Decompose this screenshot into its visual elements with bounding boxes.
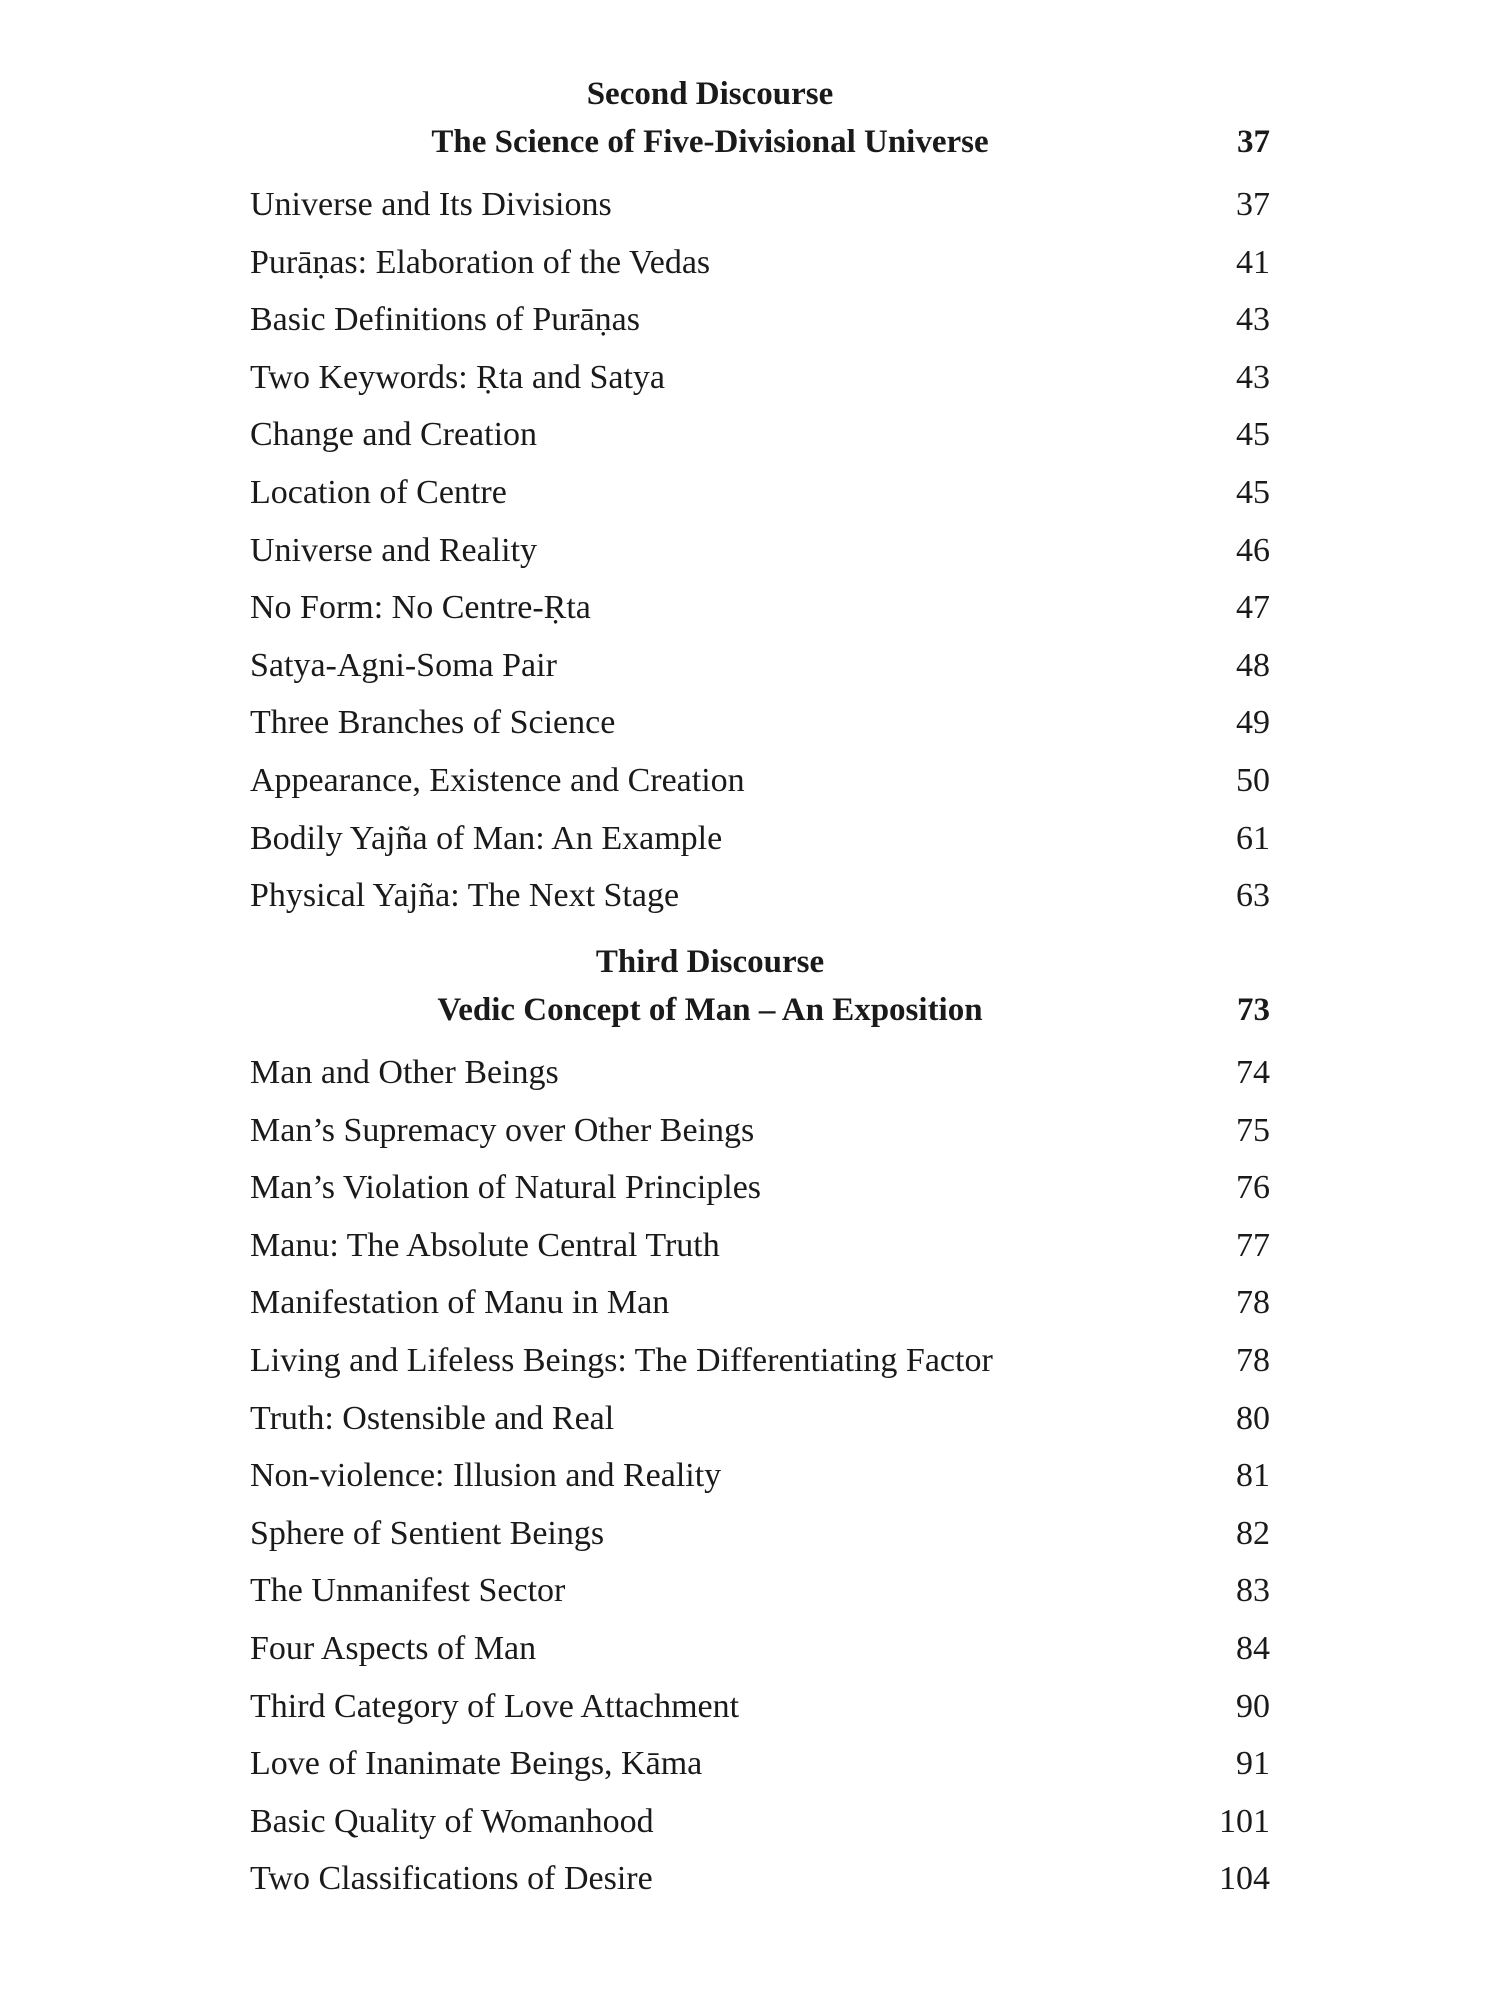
toc-entry-title: Manu: The Absolute Central Truth <box>250 1226 720 1264</box>
toc-entry[interactable] <box>250 1390 1270 1448</box>
toc-entry-page: 45 <box>1236 416 1270 454</box>
toc-entry-title: Bodily Yajña of Man: An Example <box>250 819 723 857</box>
toc-entry[interactable] <box>250 522 1270 580</box>
toc-entry-title: The Unmanifest Sector <box>250 1572 566 1610</box>
toc-entry[interactable] <box>250 867 1270 925</box>
toc-entry[interactable] <box>250 464 1270 522</box>
toc-entry-page: 43 <box>1236 301 1270 339</box>
toc-entry-title: Truth: Ostensible and Real <box>250 1399 615 1437</box>
toc-entry-page: 78 <box>1236 1341 1270 1379</box>
toc-entry-title: Man’s Supremacy over Other Beings <box>250 1111 755 1149</box>
toc-entry-title: Non-violence: Illusion and Reality <box>250 1457 722 1495</box>
toc-entry[interactable] <box>250 234 1270 292</box>
toc-entry-title: Sphere of Sentient Beings <box>250 1514 605 1552</box>
chapter-page-number: 37 <box>1237 124 1270 160</box>
toc-entry[interactable] <box>250 1505 1270 1563</box>
toc-entry-title: Purāṇas: Elaboration of the Vedas <box>250 243 711 281</box>
toc-entry-title: Manifestation of Manu in Man <box>250 1284 670 1322</box>
toc-entry-title: Satya-Agni-Soma Pair <box>250 646 557 684</box>
toc-entry[interactable] <box>250 1735 1270 1793</box>
toc-entry-page: 82 <box>1236 1514 1270 1552</box>
toc-entry-list <box>250 1044 1270 1908</box>
toc-entry-page: 77 <box>1236 1226 1270 1264</box>
toc-entry[interactable] <box>250 637 1270 695</box>
toc-entry-page: 104 <box>1219 1860 1270 1898</box>
toc-entry[interactable] <box>250 810 1270 868</box>
toc-entry[interactable] <box>250 1217 1270 1275</box>
toc-entry-title: Universe and Reality <box>250 531 538 569</box>
toc-entry-title: Basic Definitions of Purāṇas <box>250 301 640 339</box>
toc-entry[interactable] <box>250 1793 1270 1851</box>
toc-entry-title: Basic Quality of Womanhood <box>250 1802 654 1840</box>
toc-entry-title: Physical Yajña: The Next Stage <box>250 877 680 915</box>
toc-entry-page: 101 <box>1219 1802 1270 1840</box>
toc-entry-page: 45 <box>1236 473 1270 511</box>
chapter-page-number: 73 <box>1237 992 1270 1028</box>
toc-entry-page: 80 <box>1236 1399 1270 1437</box>
toc-entry[interactable] <box>250 1678 1270 1736</box>
toc-entry-title: Universe and Its Divisions <box>250 186 612 223</box>
toc-entry-title: No Form: No Centre-Ṛta <box>250 589 591 627</box>
toc-entry-list <box>250 176 1270 925</box>
toc-entry-page: 91 <box>1236 1745 1270 1783</box>
discourse-label: Third Discourse <box>595 944 825 980</box>
toc-entry-page: 61 <box>1236 819 1270 857</box>
toc-entry[interactable] <box>250 406 1270 464</box>
chapter-title: Vedic Concept of Man – An Exposition <box>437 992 983 1028</box>
toc-entry-title: Two Classifications of Desire <box>250 1860 653 1898</box>
toc-entry-page: 46 <box>1236 531 1270 569</box>
toc-entry-title: Location of Centre <box>250 473 507 511</box>
toc-entry-page: 75 <box>1236 1111 1270 1149</box>
toc-entry[interactable] <box>250 1102 1270 1160</box>
toc-entry[interactable] <box>250 1562 1270 1620</box>
toc-entry-page: 63 <box>1236 877 1270 915</box>
toc-entry-page: 81 <box>1236 1457 1270 1495</box>
section-third-discourse <box>250 938 1270 1908</box>
toc-entry-page: 49 <box>1236 704 1270 742</box>
toc-entry-page: 48 <box>1236 646 1270 684</box>
toc-entry[interactable] <box>250 291 1270 349</box>
toc-entry-page: 76 <box>1236 1169 1270 1207</box>
toc-entry-title: Love of Inanimate Beings, Kāma <box>250 1745 703 1783</box>
toc-entry-title: Change and Creation <box>250 416 538 454</box>
toc-entry-page: 41 <box>1236 243 1270 281</box>
toc-entry-page: 43 <box>1236 358 1270 396</box>
toc-entry-page: 74 <box>1236 1054 1270 1091</box>
toc-entry-page: 90 <box>1236 1687 1270 1725</box>
toc-entry-title: Man and Other Beings <box>250 1054 559 1091</box>
toc-entry-title: Two Keywords: Ṛta and Satya <box>250 358 665 396</box>
toc-entry-page: 50 <box>1236 761 1270 799</box>
toc-entry[interactable] <box>250 349 1270 407</box>
toc-entry[interactable] <box>250 752 1270 810</box>
toc-entry[interactable] <box>250 579 1270 637</box>
toc-entry[interactable] <box>250 1620 1270 1678</box>
chapter-heading[interactable] <box>250 118 1270 166</box>
toc-entry[interactable] <box>250 1044 1270 1102</box>
toc-entry-title: Four Aspects of Man <box>250 1629 537 1667</box>
toc-entry[interactable] <box>250 1159 1270 1217</box>
section-second-discourse <box>250 70 1270 925</box>
toc-entry-page: 83 <box>1236 1572 1270 1610</box>
toc-entry-title: Three Branches of Science <box>250 704 616 742</box>
toc-entry-title: Third Category of Love Attachment <box>250 1687 740 1725</box>
toc-entry[interactable] <box>250 694 1270 752</box>
chapter-heading[interactable] <box>250 986 1270 1034</box>
toc-entry[interactable] <box>250 1447 1270 1505</box>
toc-entry-page: 84 <box>1236 1629 1270 1667</box>
toc-entry-title: Living and Lifeless Beings: The Differentiating Factor <box>250 1341 993 1379</box>
toc-entry-page: 78 <box>1236 1284 1270 1322</box>
chapter-title: The Science of Five-Divisional Universe <box>431 124 989 160</box>
toc-entry[interactable] <box>250 1332 1270 1390</box>
toc-entry-title: Man’s Violation of Natural Principles <box>250 1169 762 1207</box>
toc-entry[interactable] <box>250 1274 1270 1332</box>
discourse-label: Second Discourse <box>586 76 834 112</box>
toc-entry[interactable] <box>250 1850 1270 1908</box>
toc-entry-title: Appearance, Existence and Creation <box>250 761 745 799</box>
toc-entry-page: 37 <box>1236 186 1270 223</box>
toc-entry-page: 47 <box>1236 589 1270 627</box>
toc-entry[interactable] <box>250 176 1270 234</box>
